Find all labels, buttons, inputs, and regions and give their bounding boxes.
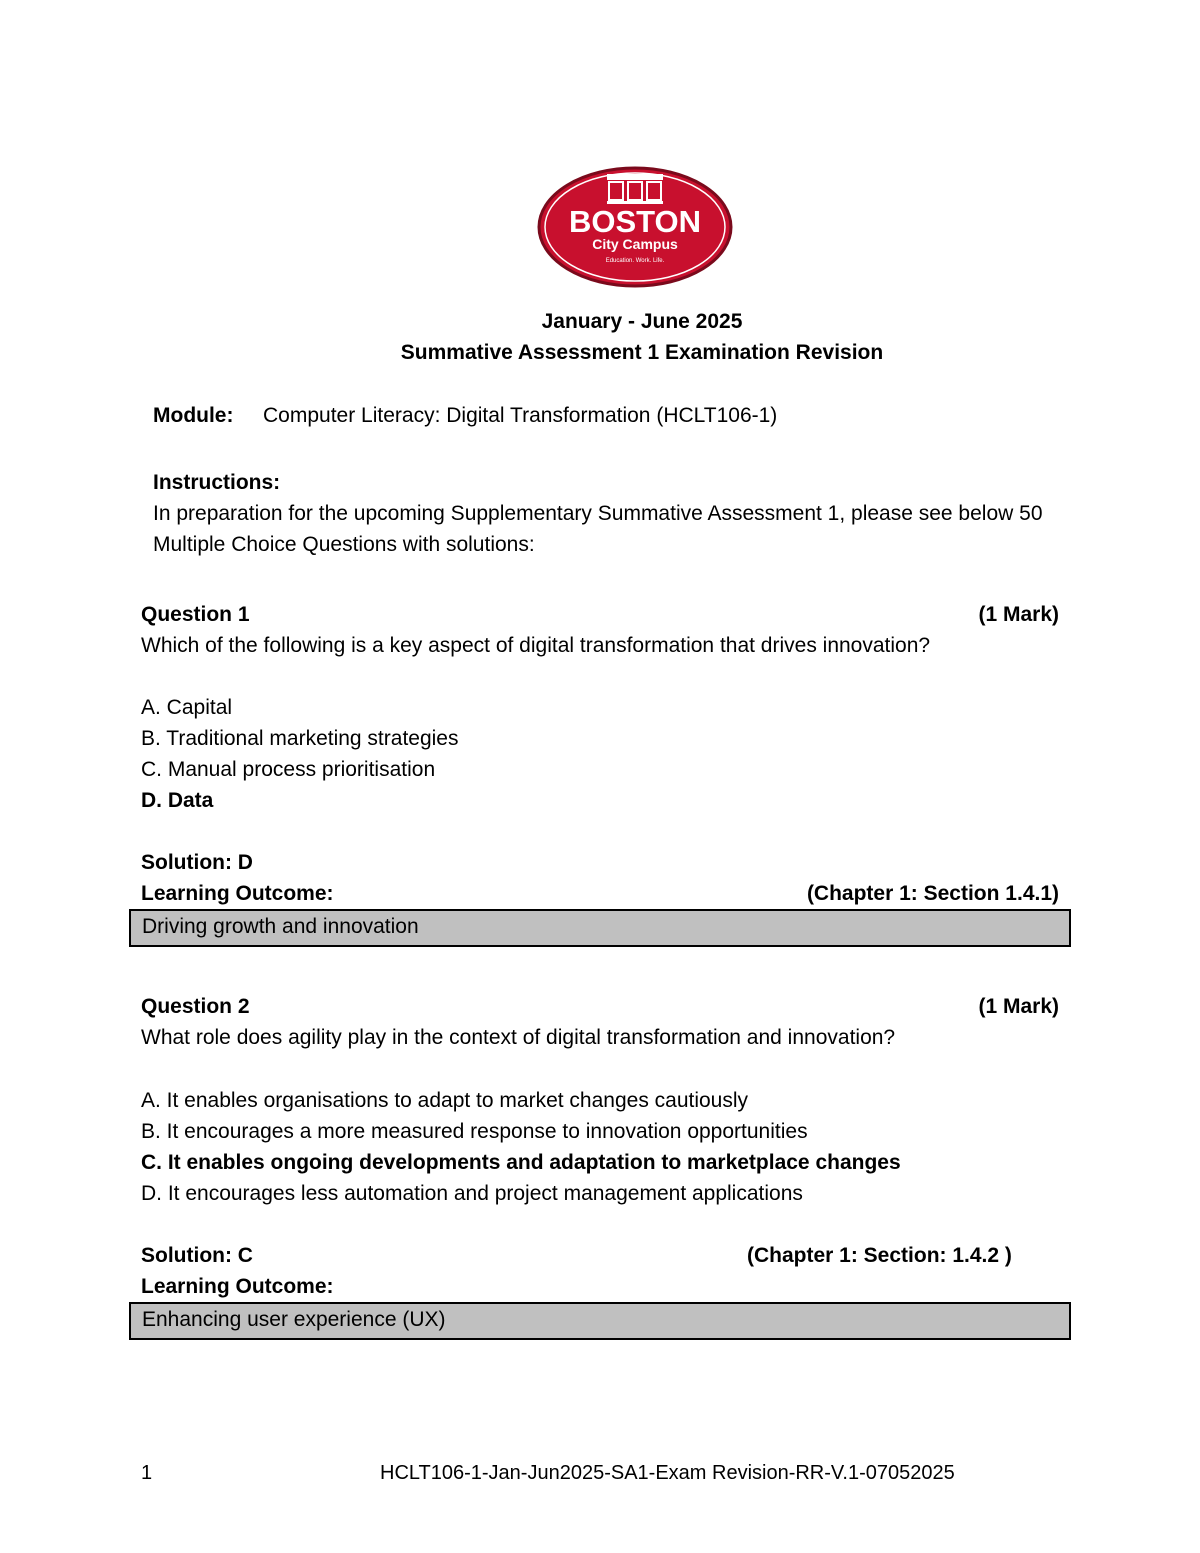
logo-tagline: Education. Work. Life. [605, 258, 665, 264]
question-2-marks: (1 Mark) [978, 995, 1059, 1018]
question-2-outcome-label: Learning Outcome: [141, 1275, 334, 1298]
instructions-label: Instructions: [153, 471, 281, 494]
question-1-option-d-correct: D. Data [141, 789, 214, 812]
question-1-outcome-box [129, 909, 1071, 947]
question-1-prompt: Which of the following is a key aspect of digital transformation that drives innovation? [141, 634, 931, 657]
question-2-option-d: D. It encourages less automation and project management applications [141, 1182, 803, 1205]
header-title: Summative Assessment 1 Examination Revision [400, 341, 884, 364]
module-value: Computer Literacy: Digital Transformation (HCLT106-1) [263, 404, 778, 427]
question-1-outcome: Driving growth and innovation [142, 915, 419, 938]
footer-page-number: 1 [141, 1462, 153, 1484]
instructions-line-2: Multiple Choice Questions with solutions: [153, 533, 535, 556]
footer-document-id: HCLT106-1-Jan-Jun2025-SA1-Exam Revision-RR-V.1-07052025 [380, 1462, 955, 1484]
question-1-marks: (1 Mark) [978, 603, 1059, 626]
question-2-outcome: Enhancing user experience (UX) [142, 1308, 446, 1331]
question-2-option-a: A. It enables organisations to adapt to market changes cautiously [141, 1089, 749, 1112]
question-2-title: Question 2 [141, 995, 250, 1018]
module-label: Module: [153, 404, 234, 427]
question-1-reference: (Chapter 1: Section 1.4.1) [806, 882, 1059, 905]
header-period: January - June 2025 [541, 310, 743, 333]
question-1-solution: Solution: D [141, 851, 253, 874]
question-1-outcome-label: Learning Outcome: [141, 882, 334, 905]
question-1-title: Question 1 [141, 603, 250, 626]
question-1-option-c: C. Manual process prioritisation [141, 758, 436, 781]
logo-subtitle: City Campus [592, 236, 678, 252]
instructions-line-1: In preparation for the upcoming Supplementary Summative Assessment 1, please see below 50 [153, 502, 1043, 525]
question-2-option-c-correct: C. It enables ongoing developments and adaptation to marketplace changes [141, 1151, 901, 1174]
logo-name: BOSTON [568, 204, 702, 239]
question-2-prompt: What role does agility play in the context of digital transformation and innovation? [141, 1026, 896, 1049]
boston-city-campus-logo [537, 166, 733, 288]
question-1-option-b: B. Traditional marketing strategies [141, 727, 459, 750]
question-2-outcome-box [129, 1302, 1071, 1340]
question-2-option-b: B. It encourages a more measured response to innovation opportunities [141, 1120, 808, 1143]
question-2-reference: (Chapter 1: Section: 1.4.2 ) [747, 1244, 1012, 1267]
question-2-solution: Solution: C [141, 1244, 253, 1267]
question-1-option-a: A. Capital [141, 696, 233, 719]
